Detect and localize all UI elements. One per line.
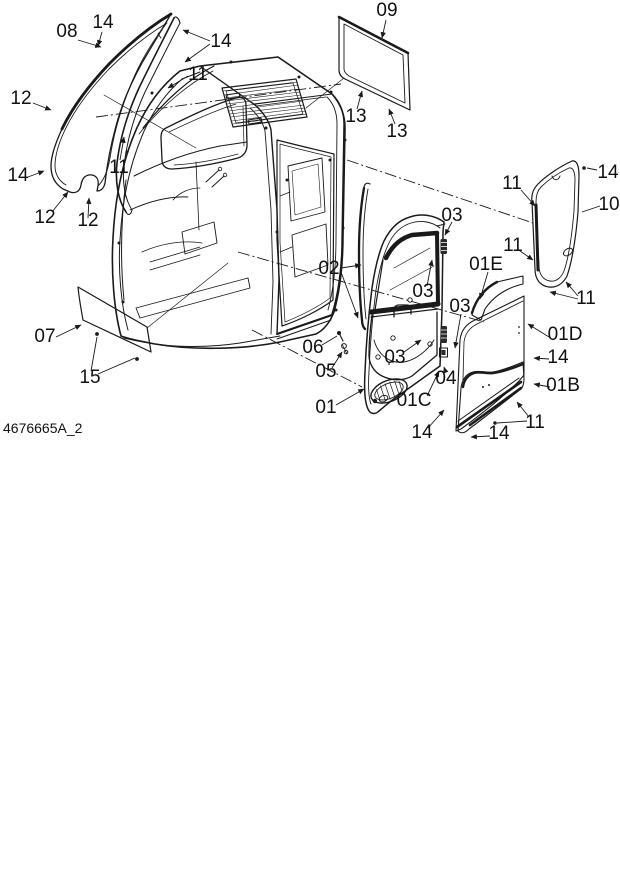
part-door-seal [359,183,370,329]
part-label-01C: 01C [396,390,432,411]
part-label-11: 11 [109,157,129,178]
part-label-11: 11 [503,235,523,256]
door-hinge-lower [441,326,448,343]
part-label-11: 11 [525,412,545,433]
part-label-08: 08 [56,21,78,42]
part-label-01: 01 [315,397,337,418]
part-label-07: 07 [34,326,56,347]
part-rear-glass [339,17,410,110]
part-label-14: 14 [210,31,232,52]
part-label-14: 14 [597,162,619,183]
part-label-03: 03 [441,205,463,226]
part-door-upper-glass [532,161,579,287]
part-label-01B: 01B [546,375,580,396]
part-label-15: 15 [79,367,101,388]
part-label-12: 12 [10,88,32,109]
part-label-03: 03 [412,281,434,302]
part-label-02: 02 [318,258,340,279]
part-labels [7,0,619,444]
part-label-12: 12 [34,207,56,228]
part-label-09: 09 [376,0,398,21]
part-label-13: 13 [345,106,367,127]
part-label-03: 03 [384,347,406,368]
part-label-14: 14 [411,422,433,443]
part-label-01E: 01E [469,254,503,275]
part-label-10: 10 [598,194,620,215]
part-label-14: 14 [488,423,510,444]
part-label-05: 05 [315,361,337,382]
part-label-14: 14 [547,347,569,368]
drawing-code: 4676665A_2 [3,420,83,436]
part-cab-frame [112,57,346,348]
part-label-13: 13 [386,121,408,142]
part-label-03: 03 [449,296,471,317]
part-label-06: 06 [302,337,324,358]
part-label-14: 14 [92,12,114,33]
hardware-clip-05 [342,344,348,354]
part-label-01D: 01D [547,324,583,345]
part-label-11: 11 [502,173,522,194]
hardware-bolt-06 [337,331,343,341]
door-hinge-upper [441,239,448,254]
part-label-04: 04 [435,368,457,389]
part-label-11: 11 [576,288,596,309]
part-label-12: 12 [77,210,99,231]
part-label-14: 14 [7,165,29,186]
part-label-11: 11 [188,64,208,85]
